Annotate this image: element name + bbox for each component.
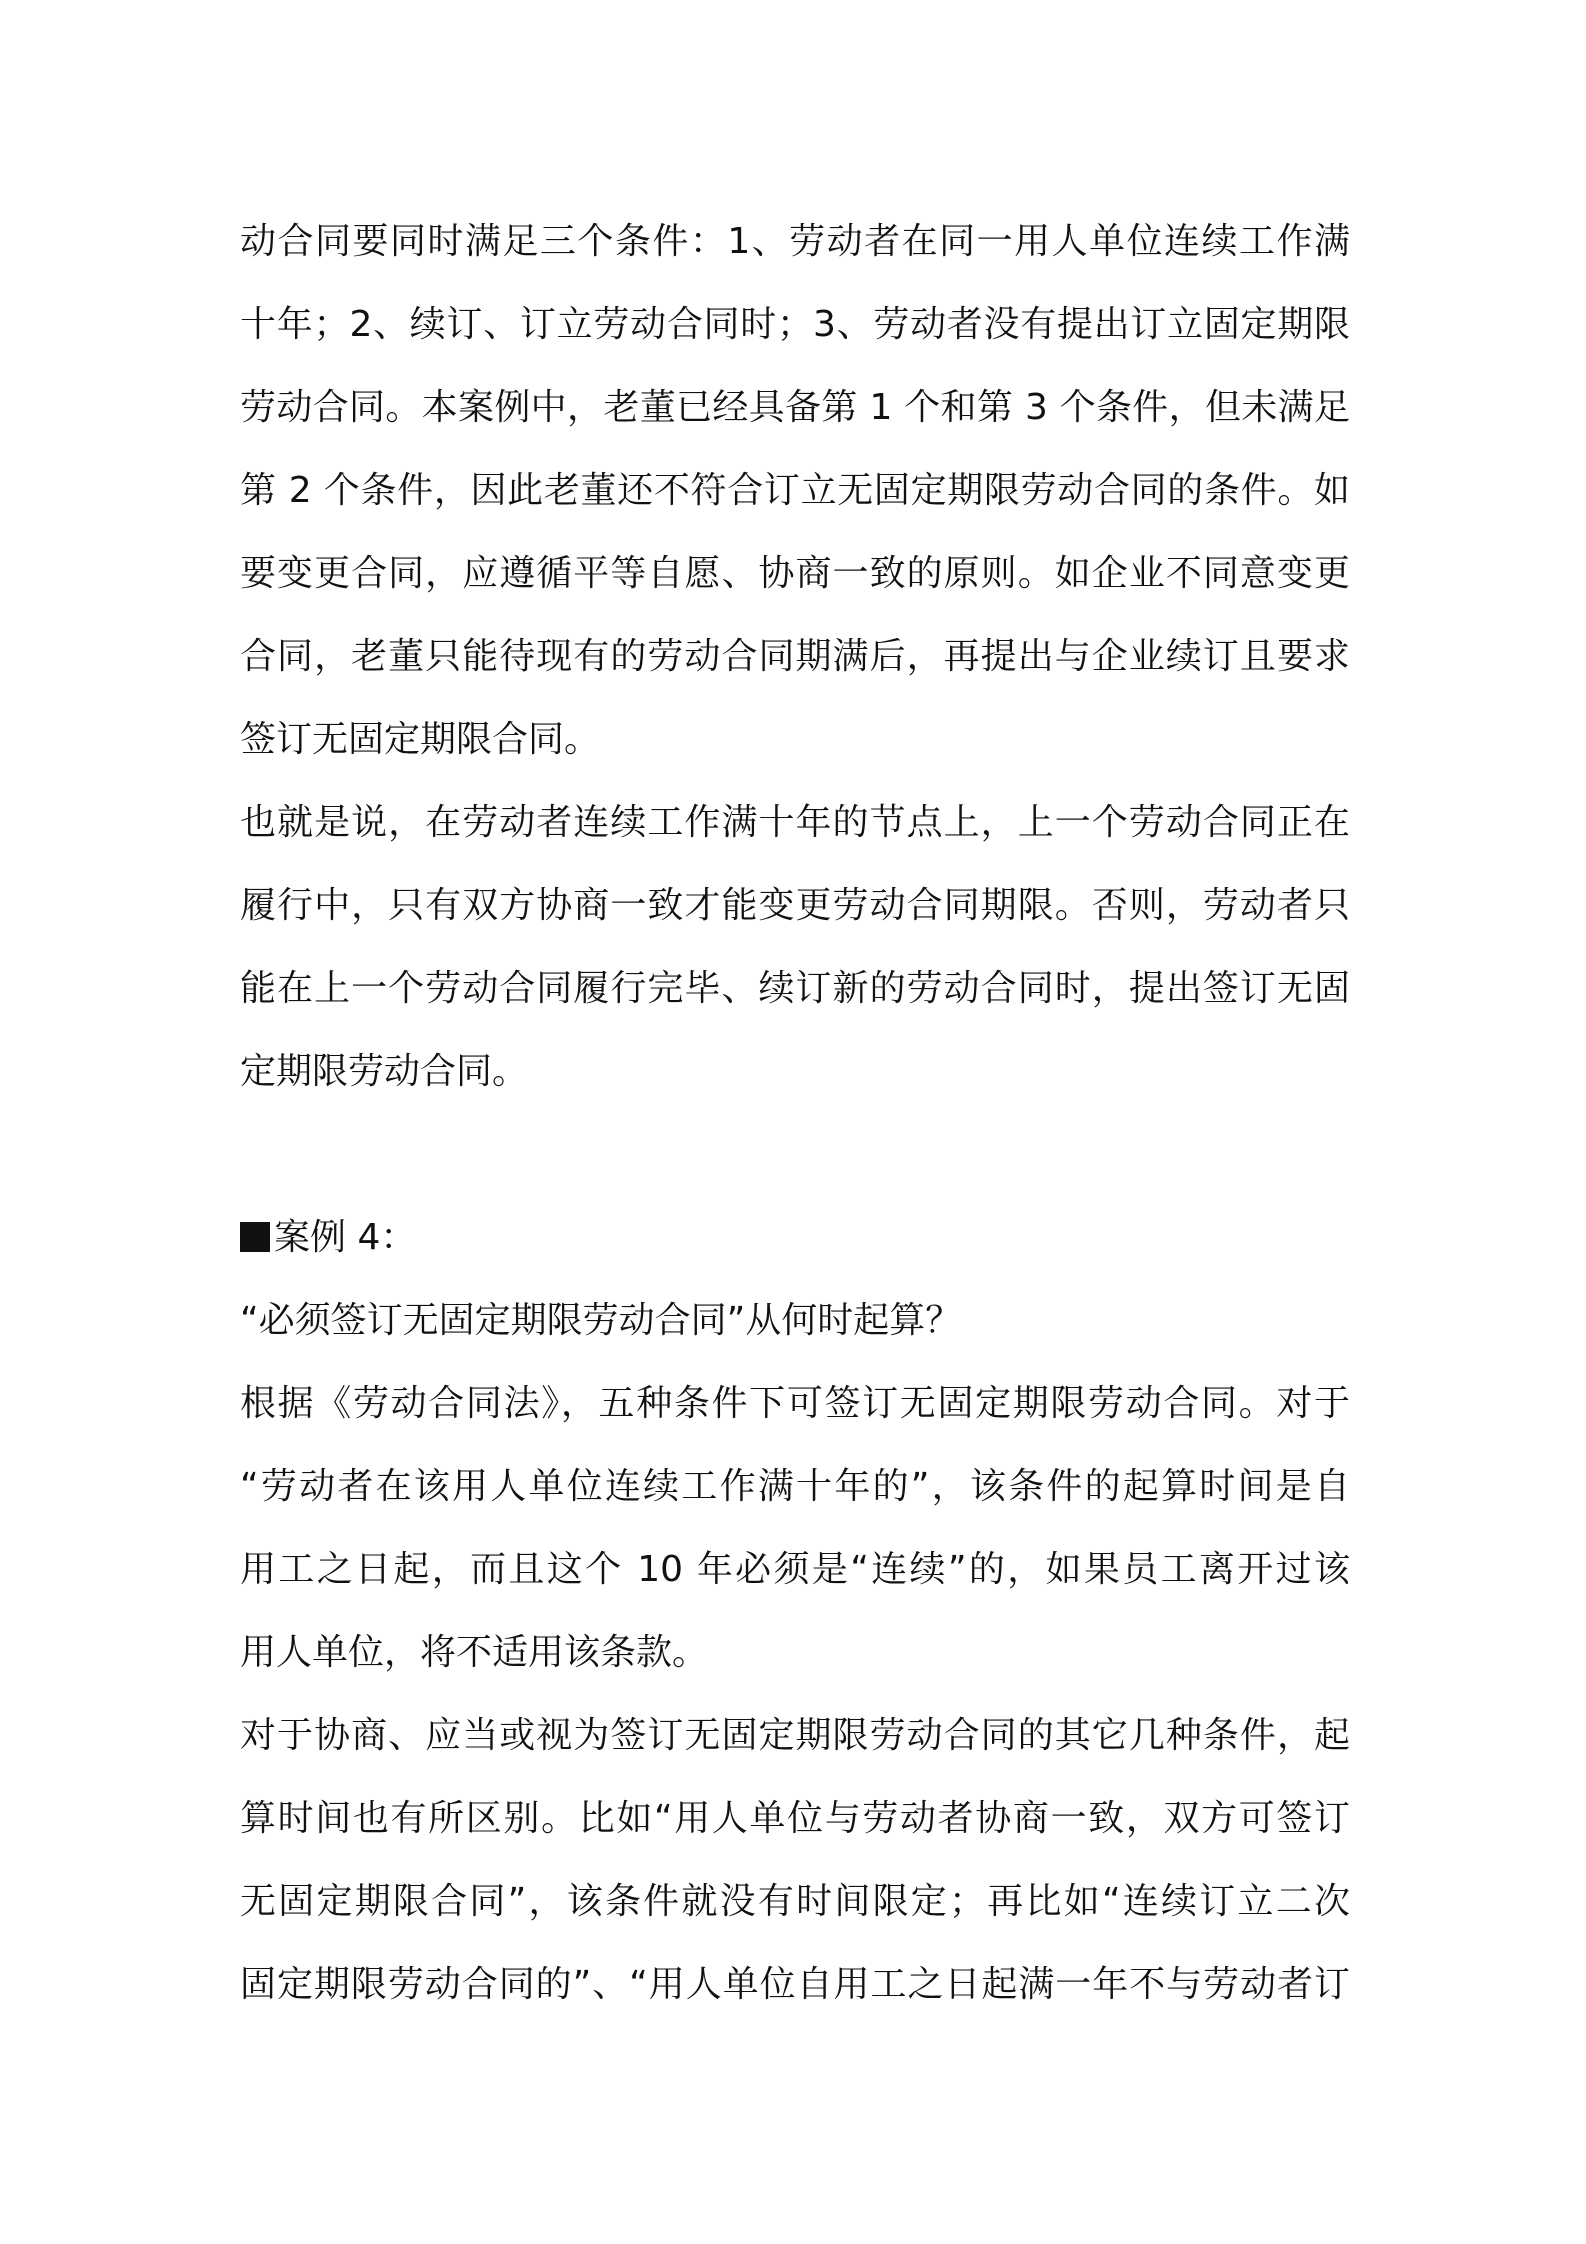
text-line: 算时间也有所区别。比如“用人单位与劳动者协商一致，双方可签订: [240, 1798, 1350, 1839]
text-line: 签订无固定期限合同。: [240, 719, 601, 760]
case-heading: [240, 1196, 1350, 1279]
text-line: 劳动合同。本案例中，老董已经具备第 1 个和第 3 个条件，但未满足: [240, 387, 1350, 428]
paragraph-labor-law: [240, 1362, 1350, 1694]
case-question: “必须签订无固定期限劳动合同”从何时起算？: [240, 1300, 962, 1341]
text-line: 根据《劳动合同法》，五种条件下可签订无固定期限劳动合同。对于: [240, 1383, 1350, 1424]
text-line: “劳动者在该用人单位连续工作满十年的”，该条件的起算时间是自: [240, 1466, 1350, 1507]
text-line: 第 2 个条件，因此老董还不符合订立无固定期限劳动合同的条件。如: [240, 470, 1350, 511]
paragraph-conditions: [240, 200, 1350, 781]
text-line: 动合同要同时满足三个条件：1、劳动者在同一用人单位连续工作满: [240, 221, 1350, 262]
text-line: 合同，老董只能待现有的劳动合同期满后，再提出与企业续订且要求: [240, 636, 1350, 677]
text-line: 用工之日起，而且这个 10 年必须是“连续”的，如果员工离开过该: [240, 1549, 1350, 1590]
text-line: 十年；2、续订、订立劳动合同时；3、劳动者没有提出订立固定期限: [240, 304, 1350, 345]
text-line: 履行中，只有双方协商一致才能变更劳动合同期限。否则，劳动者只: [240, 885, 1350, 926]
paragraph-other-conditions: [240, 1694, 1350, 2026]
text-line: 固定期限劳动合同的”、“用人单位自用工之日起满一年不与劳动者订: [240, 1964, 1350, 2005]
text-line: 无固定期限合同”，该条件就没有时间限定；再比如“连续订立二次: [240, 1881, 1350, 1922]
paragraph-in-other-words: [240, 781, 1350, 1113]
case-label: 案例 4：: [274, 1217, 417, 1258]
paragraph-spacer: [240, 1113, 1350, 1196]
text-line: 也就是说，在劳动者连续工作满十年的节点上，上一个劳动合同正在: [240, 802, 1350, 843]
text-line: 能在上一个劳动合同履行完毕、续订新的劳动合同时，提出签订无固: [240, 968, 1350, 1009]
document-body: [240, 200, 1350, 2026]
text-line: 用人单位，将不适用该条款。: [240, 1632, 709, 1673]
black-square-icon: [240, 1222, 270, 1252]
text-line: 定期限劳动合同。: [240, 1051, 529, 1092]
text-line: 对于协商、应当或视为签订无固定期限劳动合同的其它几种条件，起: [240, 1715, 1350, 1756]
text-line: 要变更合同，应遵循平等自愿、协商一致的原则。如企业不同意变更: [240, 553, 1350, 594]
